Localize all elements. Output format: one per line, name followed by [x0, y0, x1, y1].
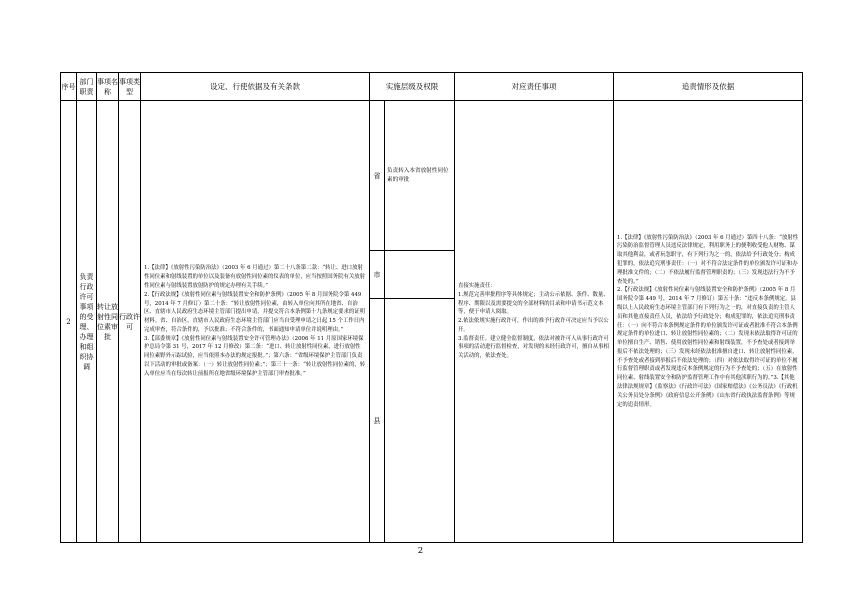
basis-clause-1: 1.【法律】《放射性污染防治法》（2003 年 6 月通过）第二十八条第二款：“转让、进口放射性同位素和射线装置的单位以及装备有放射性同位素的仪表的单位，应当按照国务院有关放射性同位素与射线装置放射防护的规定办理有关手续。”	[144, 265, 366, 289]
header-level: 实施层级及权限	[370, 73, 455, 101]
header-dept: 部门职责	[77, 73, 97, 101]
cell-seq: 2	[61, 101, 77, 543]
cell-duty	[455, 101, 614, 543]
cell-dept: 负责行政许可事项的受理、办理和组织协调	[77, 101, 97, 543]
header-item-name: 事项名称	[97, 73, 119, 101]
basis-clause-3: 3.【部委规章】《放射性同位素与射线装置安全许可管理办法》（2006 年 11 月原国家环境保护总局令第 31 号，2017 年 12 月修改）第二条：“进口、转让放射性同位素，进行放射性同位素野外示踪试验，应当依照本办法的规定报批。”；第六条：“省级环境保护主管部门负责以下活动的审批或备案：（一）转让放射性同位素；”；第三十一条：“转让放射性同位素的，转入单位应当在每次转让前报所在地省级环境保护主管部门审查批准。”	[144, 335, 366, 377]
header-duty: 对应责任事项	[455, 73, 614, 101]
cell-basis	[141, 101, 370, 543]
duty-line-3: 3.监督责任。建立健全监督制度，依法对被许可人从事行政许可事项的活动进行监督检查，对发现的未经行政许可，擅自从事相关活动的，依法查处。	[458, 335, 609, 360]
header-item-type: 事项类型	[119, 73, 141, 101]
level-city-power	[385, 251, 455, 299]
header-basis: 设定、行使依据及有关条款	[141, 73, 370, 101]
level-province-power: 负责转入本省放射性同位素的审批	[385, 101, 455, 251]
level-county: 县	[370, 299, 385, 543]
table-row	[61, 101, 803, 251]
header-accountability: 追责情形及依据	[614, 73, 803, 101]
basis-clause-2: 2.【行政法规】《放射性同位素与射线装置安全和防护条例》（2005 年 8 月国务院令第 449 号，2014 年 7 月修订）第二十条：“转让放射性同位素，由转入单位向其所在地省、自治区、直辖市人民政府生态环境主管部门提出申请，并提交符合本条例第十九条规定要求的证明材料。省、自治区、直辖市人民政府生态环境主管部门应当自受理申请之日起 15 个工作日内完成审查，符合条件的，予以批准；不符合条件的，书面通知申请单位并说明理由。”	[144, 291, 366, 333]
accountability-text-1: 1.【法律】《放射性污染防治法》（2003 年 6 月通过）第四十八条：“放射性污染防治监督管理人员违反法律规定，利用职务上的便利收受他人财物、谋取其他利益，或者玩忽职守，有下列行为之一的，依法给予行政处分；构成犯罪的，依法追究刑事责任：（一）对不符合法定条件的单位颁发许可证和办理批准文件的；（二）不依法履行监督管理职责的；（三）发现违法行为不予查处的。”	[617, 234, 799, 285]
accountability-text-2: 2.【行政法规】《放射性同位素与射线装置安全和防护条例》（2005 年 8 月国务院令第 449 号，2014 年 7 月修订）第五十条：“违反本条例规定，县级以上人民政府生态环境主管部门有下列行为之一的，对直接负责的主管人员和其他直接责任人员，依法给予行政处分；构成犯罪的，依法追究刑事责任：（一）向不符合本条例规定条件的单位颁发许可证或者批准不符合本条例规定条件的单位进口、转让放射性同位素的；（二）发现未依法取得许可证的单位擅自生产、销售、使用放射性同位素和射线装置，不予查处或者接到举报后不依法处理的；（三）发现未经依法批准擅自进口、转让放射性同位素，不予查处或者接到举报后不依法处理的；（四）对依法取得许可证的单位不履行监督管理职责或者发现违反本条例规定的行为不予查处的；（五）在放射性同位素、射线装置安全和防护监督管理工作中有其他渎职行为的。”3.【其他法律法规规章】《监察法》《行政许可法》《国家赔偿法》《公务员法》《行政机关公务员处分条例》《政府信息公开条例》《山东省行政执法监督条例》等规定的追责情形。	[617, 287, 798, 408]
cell-accountability	[614, 101, 803, 543]
duty-line-1: 1.规范完善审批程序等具体规定；主动公示依据、条件、数量、程序、期限以及需要提交的全部材料的目录和申请书示范文本等，便于申请人阅取。	[458, 291, 609, 316]
level-province: 省	[370, 101, 385, 251]
duty-line-0: 直接实施责任：	[458, 282, 496, 289]
header-row	[61, 73, 803, 101]
duty-line-2: 2.依法依规实施行政许可，作出的准予行政许可决定应当予以公开。	[458, 318, 609, 333]
permission-table	[60, 72, 803, 543]
cell-item-name: 转让放射性同位素审批	[97, 101, 119, 543]
level-city: 市	[370, 251, 385, 299]
cell-item-type: 行政许可	[119, 101, 141, 543]
header-seq: 序号	[61, 73, 77, 101]
page-number: 2	[417, 546, 424, 556]
level-county-power	[385, 299, 455, 543]
